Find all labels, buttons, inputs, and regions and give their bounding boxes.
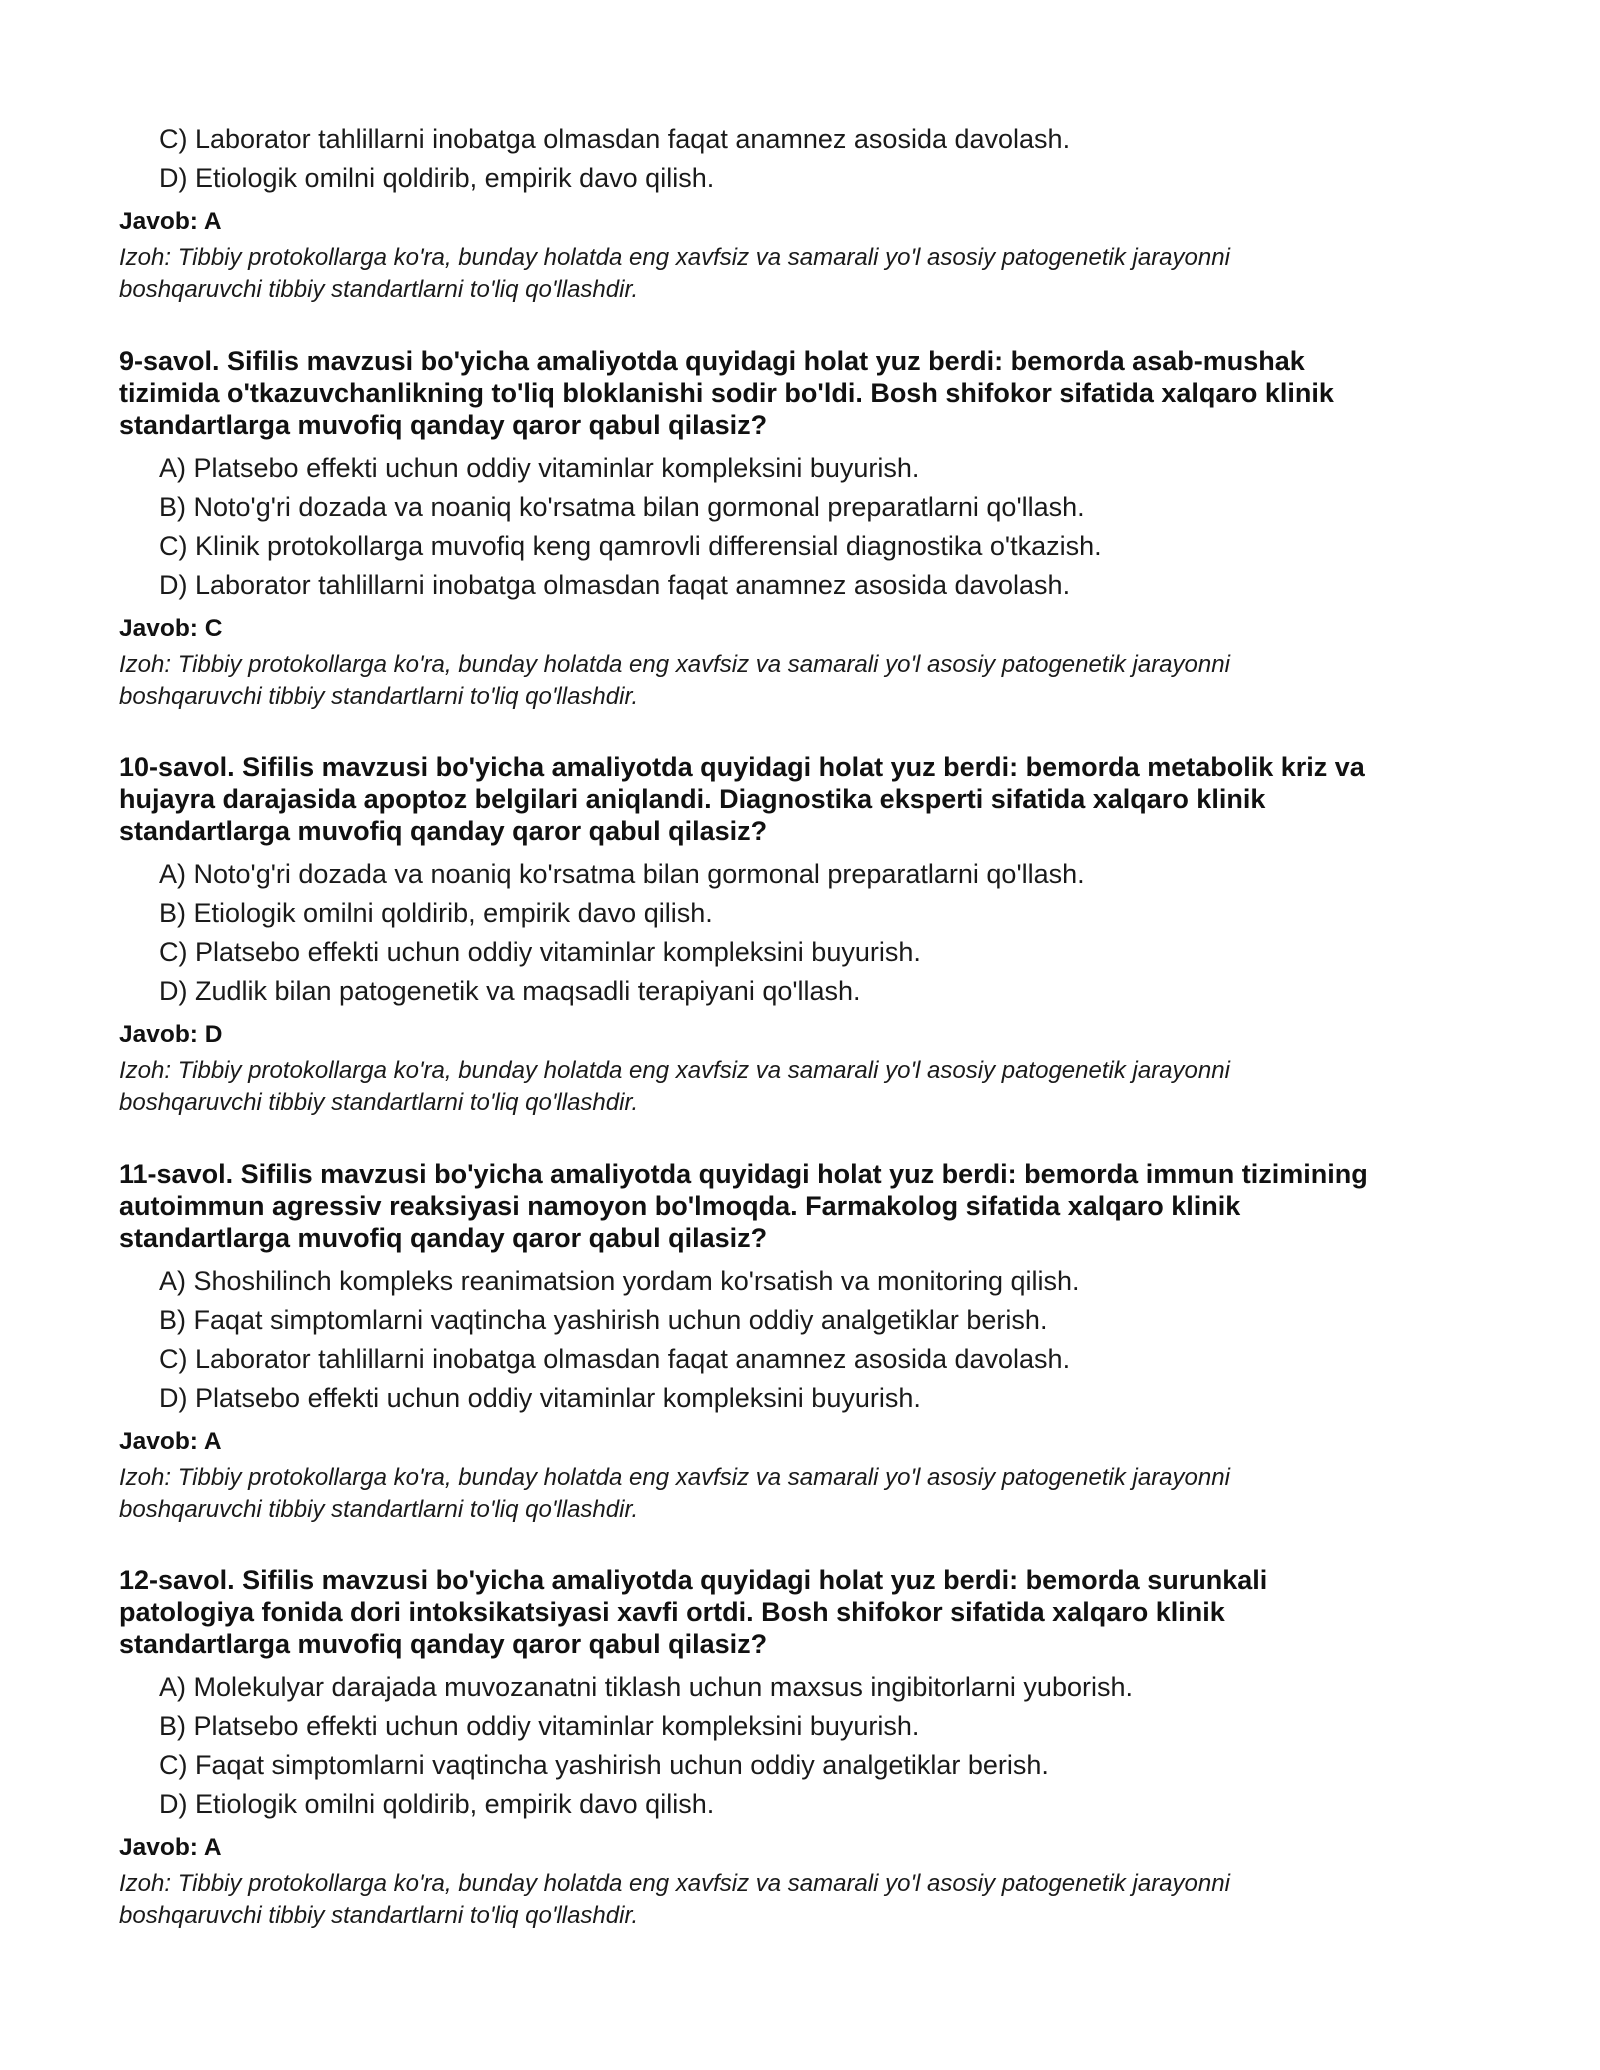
option-d: D) Etiologik omilni qoldirib, empirik davo qilish. [159,1789,715,1819]
option-a: A) Shoshilinch kompleks reanimatsion yordam ko'rsatish va monitoring qilish. [159,1266,1080,1296]
question-text-line: standartlarga muvofiq qanday qaror qabul qilasiz? [119,1629,768,1659]
question-text-line: autoimmun agressiv reaksiyasi namoyon bo'lmoqda. Farmakolog sifatida xalqaro klinik [119,1191,1241,1221]
explanation-line: Izoh: Tibbiy protokollarga ko'ra, bunday holatda eng xavfsiz va samarali yo'l asosiy patogenetik jarayonni [119,1870,1230,1897]
question-text-line: hujayra darajasida apoptoz belgilari aniqlandi. Diagnostika eksperti sifatida xalqaro klinik [119,784,1266,814]
explanation-line: boshqaruvchi tibbiy standartlarni to'liq qo'llashdir. [119,1089,639,1116]
question-text-line: tizimida o'tkazuvchanlikning to'liq bloklanishi sodir bo'ldi. Bosh shifokor sifatida xalqaro klinik [119,378,1334,408]
explanation-line: boshqaruvchi tibbiy standartlarni to'liq qo'llashdir. [119,1902,639,1929]
explanation-line: Izoh: Tibbiy protokollarga ko'ra, bunday holatda eng xavfsiz va samarali yo'l asosiy patogenetik jarayonni [119,651,1230,678]
question-text-line: 12-savol. Sifilis mavzusi bo'yicha amaliyotda quyidagi holat yuz berdi: bemorda surunkali [119,1565,1268,1595]
option-c: C) Klinik protokollarga muvofiq keng qamrovli differensial diagnostika o'tkazish. [159,531,1102,561]
answer-label: Javob: A [119,1834,222,1861]
question-text-line: standartlarga muvofiq qanday qaror qabul qilasiz? [119,816,768,846]
explanation-line: Izoh: Tibbiy protokollarga ko'ra, bunday holatda eng xavfsiz va samarali yo'l asosiy patogenetik jarayonni [119,1057,1230,1084]
explanation-line: Izoh: Tibbiy protokollarga ko'ra, bunday holatda eng xavfsiz va samarali yo'l asosiy patogenetik jarayonni [119,1464,1230,1491]
option-c: C) Laborator tahlillarni inobatga olmasdan faqat anamnez asosida davolash. [159,1344,1071,1374]
option-a: A) Molekulyar darajada muvozanatni tiklash uchun maxsus ingibitorlarni yuborish. [159,1672,1133,1702]
option-b: B) Noto'g'ri dozada va noaniq ko'rsatma bilan gormonal preparatlarni qo'llash. [159,492,1085,522]
question-text-line: standartlarga muvofiq qanday qaror qabul qilasiz? [119,1223,768,1253]
explanation-line: boshqaruvchi tibbiy standartlarni to'liq qo'llashdir. [119,683,639,710]
option-b: B) Etiologik omilni qoldirib, empirik davo qilish. [159,898,713,928]
question-text-line: patologiya fonida dori intoksikatsiyasi xavfi ortdi. Bosh shifokor sifatida xalqaro klinik [119,1597,1225,1627]
option-a: A) Platsebo effekti uchun oddiy vitaminlar kompleksini buyurish. [159,453,920,483]
explanation-line: boshqaruvchi tibbiy standartlarni to'liq qo'llashdir. [119,1496,639,1523]
option-a: A) Noto'g'ri dozada va noaniq ko'rsatma bilan gormonal preparatlarni qo'llash. [159,859,1085,889]
explanation-line: Izoh: Tibbiy protokollarga ko'ra, bunday holatda eng xavfsiz va samarali yo'l asosiy patogenetik jarayonni [119,244,1230,271]
answer-label: Javob: D [119,1021,223,1048]
option-c: C) Faqat simptomlarni vaqtincha yashirish uchun oddiy analgetiklar berish. [159,1750,1049,1780]
question-text-line: 11-savol. Sifilis mavzusi bo'yicha amaliyotda quyidagi holat yuz berdi: bemorda immun tizimining [119,1159,1368,1189]
option-d: D) Zudlik bilan patogenetik va maqsadli terapiyani qo'llash. [159,976,861,1006]
option-d: D) Platsebo effekti uchun oddiy vitaminlar kompleksini buyurish. [159,1383,921,1413]
question-text-line: 9-savol. Sifilis mavzusi bo'yicha amaliyotda quyidagi holat yuz berdi: bemorda asab-mushak [119,346,1305,376]
option-c: C) Platsebo effekti uchun oddiy vitaminlar kompleksini buyurish. [159,937,921,967]
explanation-line: boshqaruvchi tibbiy standartlarni to'liq qo'llashdir. [119,276,639,303]
option-b: B) Platsebo effekti uchun oddiy vitaminlar kompleksini buyurish. [159,1711,920,1741]
option-b: B) Faqat simptomlarni vaqtincha yashirish uchun oddiy analgetiklar berish. [159,1305,1048,1335]
answer-label: Javob: A [119,208,222,235]
option-c: C) Laborator tahlillarni inobatga olmasdan faqat anamnez asosida davolash. [159,124,1071,154]
option-d: D) Etiologik omilni qoldirib, empirik davo qilish. [159,163,715,193]
answer-label: Javob: C [119,615,223,642]
question-text-line: standartlarga muvofiq qanday qaror qabul qilasiz? [119,410,768,440]
answer-label: Javob: A [119,1428,222,1455]
question-text-line: 10-savol. Sifilis mavzusi bo'yicha amaliyotda quyidagi holat yuz berdi: bemorda metabolik kriz va [119,752,1365,782]
option-d: D) Laborator tahlillarni inobatga olmasdan faqat anamnez asosida davolash. [159,570,1071,600]
